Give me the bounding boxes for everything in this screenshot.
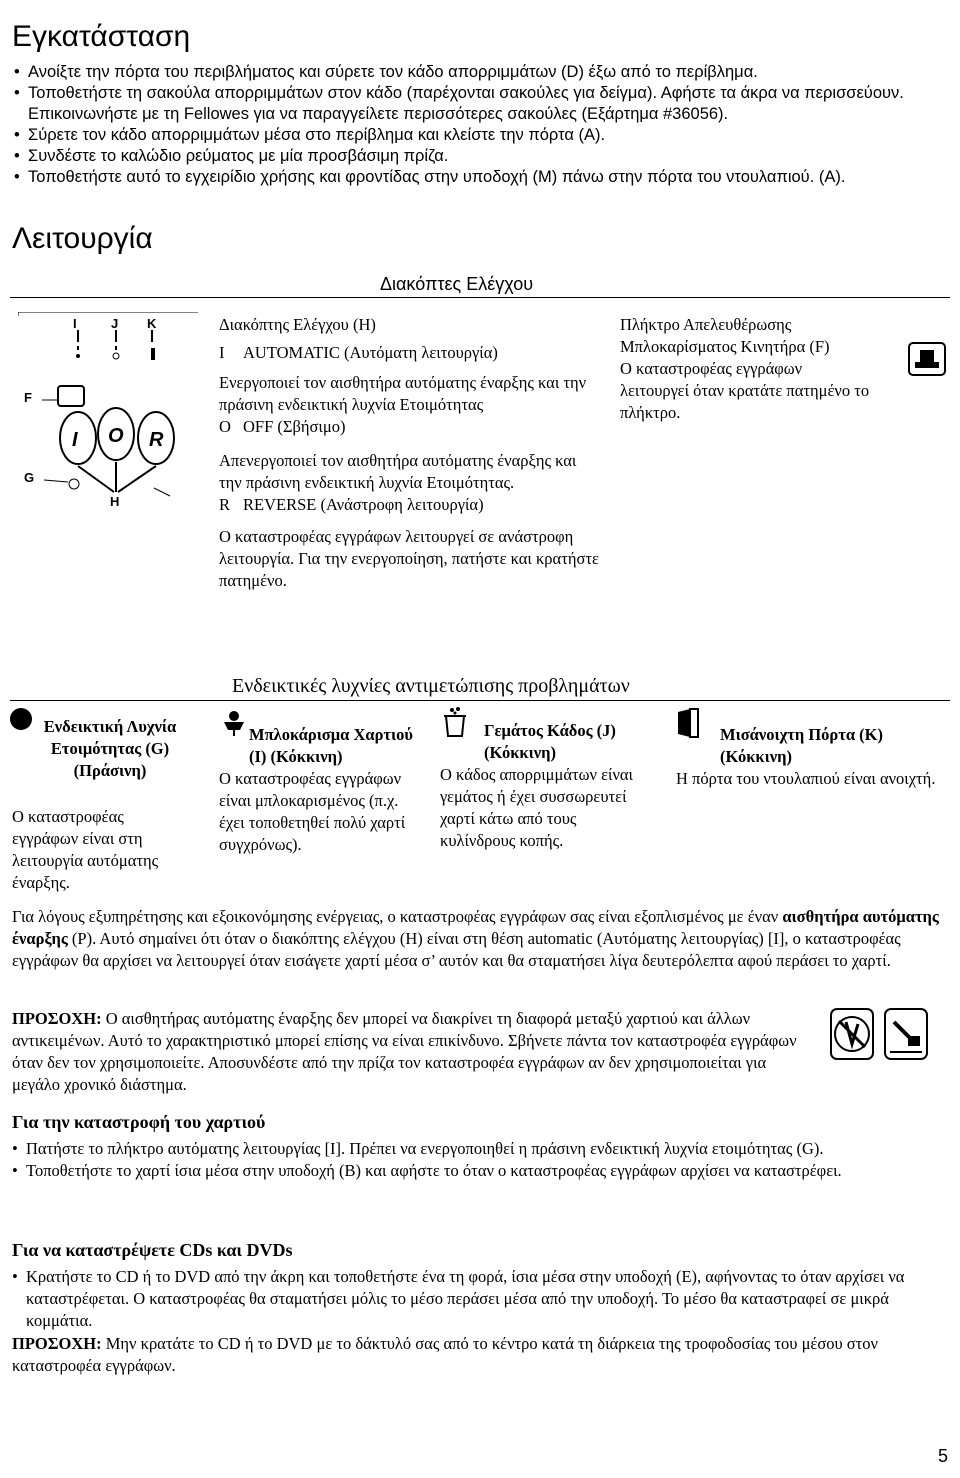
- install-bullets: [14, 62, 934, 188]
- diagram-label: F: [24, 390, 32, 405]
- release-heading: Πλήκτρο Απελευθέρωσης Μπλοκαρίσματος Κινητήρα (F): [620, 315, 830, 356]
- cds-heading: Για να καταστρέψετε CDs και DVDs: [12, 1240, 293, 1260]
- switch-heading: Διακόπτης Ελέγχου (H): [219, 315, 376, 334]
- list-item: • Κρατήστε το CD ή το DVD από την άκρη και τοποθετήστε ένα τη φορά, ίσια μέσα στην υποδοχή (E), αφήνοντας το όταν αρχίσει να καταστρέφεται. Ο καταστροφέας θα σταματήσει μόλις το μέσο περάσει μέσα από την υποδοχή. Το μέσο θα καταστραφεί σε μικρά κομμάτια.: [12, 1266, 942, 1332]
- page-number: 5: [938, 1446, 949, 1466]
- list-item: • Τοποθετήστε το χαρτί ίσια μέσα στην υποδοχή (B) και αφήστε το όταν ο καταστροφέας εγγράφων αρχίσει να καταστρέφει.: [12, 1160, 932, 1182]
- door-title: Μισάνοιχτη Πόρτα (K) (Κόκκινη): [720, 725, 884, 766]
- diagram-label: G: [24, 470, 35, 485]
- warning-paragraph: [12, 1008, 812, 1096]
- list-item: • Συνδέστε το καλώδιο ρεύματος με μία προσβάσιμη πρίζα.: [14, 146, 934, 167]
- switch-section: [219, 314, 599, 592]
- motor-release-icon: [908, 342, 946, 376]
- bin-block: [440, 720, 650, 852]
- jam-title: Μπλοκάρισμα Χαρτιού (I) (Κόκκινη): [249, 725, 413, 766]
- divider: [10, 700, 950, 701]
- warning-label: ΠΡΟΣΟΧΗ:: [12, 1009, 102, 1028]
- bin-desc: Ο κάδος απορριμμάτων είναι γεμάτος ή έχει συσσωρευτεί χαρτί κάτω από τους κυλίνδρους κοπής.: [440, 765, 633, 850]
- jam-block: [219, 724, 419, 856]
- sensor-term: αισθητήρα αυτόματης έναρξης: [12, 907, 939, 948]
- sensor-text: Για λόγους εξυπηρέτησης και εξοικονόμησης ενέργειας, ο καταστροφέας εγγράφων σας είναι εξοπλισμένος με έναν: [12, 907, 783, 926]
- warning-text: Ο αισθητήρας αυτόματης έναρξης δεν μπορεί να διακρίνει τη διαφορά μεταξύ χαρτιού και άλλων αντικειμένων. Αυτό το χαρακτηριστικό μπορεί επίσης να είναι επικίνδυνο. Σβήνετε πάντα τον καταστροφέα εγγράφων όταν δεν τον χρησιμοποιείτε. Αποσυνδέστε από την πρίζα τον καταστροφέα εγγράφων αν δεν χρησιμοποιείται για μεγάλο χρονικό διάστημα.: [12, 1009, 797, 1094]
- cds-warning: [12, 1333, 942, 1377]
- diagram-label: K: [147, 316, 157, 331]
- controls-heading: Διακόπτες Ελέγχου: [380, 274, 534, 294]
- rev-desc: Ο καταστροφέας εγγράφων λειτουργεί σε ανάστροφη λειτουργία. Για την ενεργοποίηση, πατήστε και κρατήστε πατημένο.: [219, 527, 599, 590]
- control-panel-diagram: [18, 312, 198, 512]
- auto-row: [219, 342, 599, 364]
- auto-button: I: [72, 429, 78, 451]
- jam-desc: Ο καταστροφέας εγγράφων είναι μπλοκαρισμένος (π.χ. έχει τοποθετηθεί πολύ χαρτί συγχρόνως).: [219, 769, 406, 854]
- release-desc: Ο καταστροφέας εγγράφων λειτουργεί όταν κρατάτε πατημένο το πλήκτρο.: [620, 359, 870, 422]
- bin-title: Γεμάτος Κάδος (J) (Κόκκινη): [484, 721, 616, 762]
- list-item: • Πατήστε το πλήκτρο αυτόματης λειτουργίας [I]. Πρέπει να ενεργοποιηθεί η πράσινη ενδεικτική λυχνία ετοιμότητας (G).: [12, 1138, 932, 1160]
- auto-desc: Ενεργοποιεί τον αισθητήρα αυτόματης έναρξης και την πράσινη ενδεικτική λυχνία Ετοιμότητας: [219, 373, 587, 414]
- list-item: • Ανοίξτε την πόρτα του περιβλήματος και σύρετε τον κάδο απορριμμάτων (D) έξω από το περίβλημα.: [14, 62, 934, 83]
- diagram-label: I: [73, 316, 77, 331]
- warning-label: ΠΡΟΣΟΧΗ:: [12, 1334, 102, 1353]
- door-block: [676, 724, 946, 790]
- rev-key: R: [219, 495, 231, 514]
- diagram-label: H: [110, 494, 120, 509]
- diagram-label: J: [111, 316, 119, 331]
- paper-heading: Για την καταστροφή του χαρτιού: [12, 1112, 266, 1132]
- indicators-heading: Ενδεικτικές λυχνίες αντιμετώπισης προβλημάτων: [232, 675, 630, 697]
- sensor-paragraph: [12, 906, 942, 972]
- list-item: • Τοποθετήστε αυτό το εγχειρίδιο χρήσης και φροντίδας στην υποδοχή (M) πάνω στην πόρτα του ντουλαπιού. (A).: [14, 167, 934, 188]
- door-desc: Η πόρτα του ντουλαπιού είναι ανοιχτή.: [676, 769, 936, 788]
- auto-key: I: [219, 343, 225, 362]
- ready-desc: Ο καταστροφέας εγγράφων είναι στη λειτουργία αυτόματης έναρξης.: [12, 807, 159, 892]
- off-desc: Απενεργοποιεί τον αισθητήρα αυτόματης έναρξης και την πράσινη ενδεικτική λυχνία Ετοιμότητας.: [219, 451, 577, 492]
- rev-row: [219, 494, 599, 516]
- install-title: Εγκατάσταση: [12, 20, 191, 53]
- divider: [10, 297, 950, 298]
- auto-label: AUTOMATIC (Αυτόματη λειτουργία): [243, 343, 498, 362]
- list-item: • Τοποθετήστε τη σακούλα απορριμμάτων στον κάδο (παρέχονται σακούλες για δείγμα). Αφήστε τα άκρα να περισσεύουν. Επικοινωνήστε με τη Fellowes για να παραγγείλετε περισσότερες σακούλες (Εξάρτημα #36056).: [14, 83, 934, 125]
- sensor-text: (P). Αυτό σημαίνει ότι όταν ο διακόπτης ελέγχου (H) είναι στη θέση automatic (Αυτόματης λειτουργίας) [I], ο καταστροφέας εγγράφων θα αρχίσει να λειτουργεί όταν εισάγετε χαρτί μέσα σ’ αυτόν και θα σταματήσει λίγα δευτερόλεπτα αφού περάσει το χαρτί.: [12, 929, 901, 970]
- off-row: [219, 416, 599, 438]
- ready-dot-icon: [10, 708, 32, 730]
- off-key: O: [219, 417, 231, 436]
- release-section: [620, 314, 870, 424]
- paper-bullets: [12, 1138, 932, 1182]
- rev-label: REVERSE (Ανάστροφη λειτουργία): [243, 495, 484, 514]
- cds-bullets: [12, 1266, 942, 1332]
- ready-title: Ενδεικτική Λυχνία Ετοιμότητας (G) (Πράσινη): [43, 717, 177, 780]
- off-label: OFF (Σβήσιμο): [243, 417, 346, 436]
- reverse-button: R: [149, 429, 164, 451]
- operation-title: Λειτουργία: [12, 222, 153, 255]
- off-button: O: [108, 425, 124, 447]
- no-hand-icon: [830, 1008, 874, 1060]
- list-item: • Σύρετε τον κάδο απορριμμάτων μέσα στο περίβλημα και κλείστε την πόρτα (A).: [14, 125, 934, 146]
- unplug-icon: [884, 1008, 928, 1060]
- warning-text: Μην κρατάτε το CD ή το DVD με το δάκτυλό σας από το κέντρο κατά τη διάρκεια της τροφοδοσίας του μέσου στον καταστροφέα εγγράφων.: [12, 1334, 879, 1375]
